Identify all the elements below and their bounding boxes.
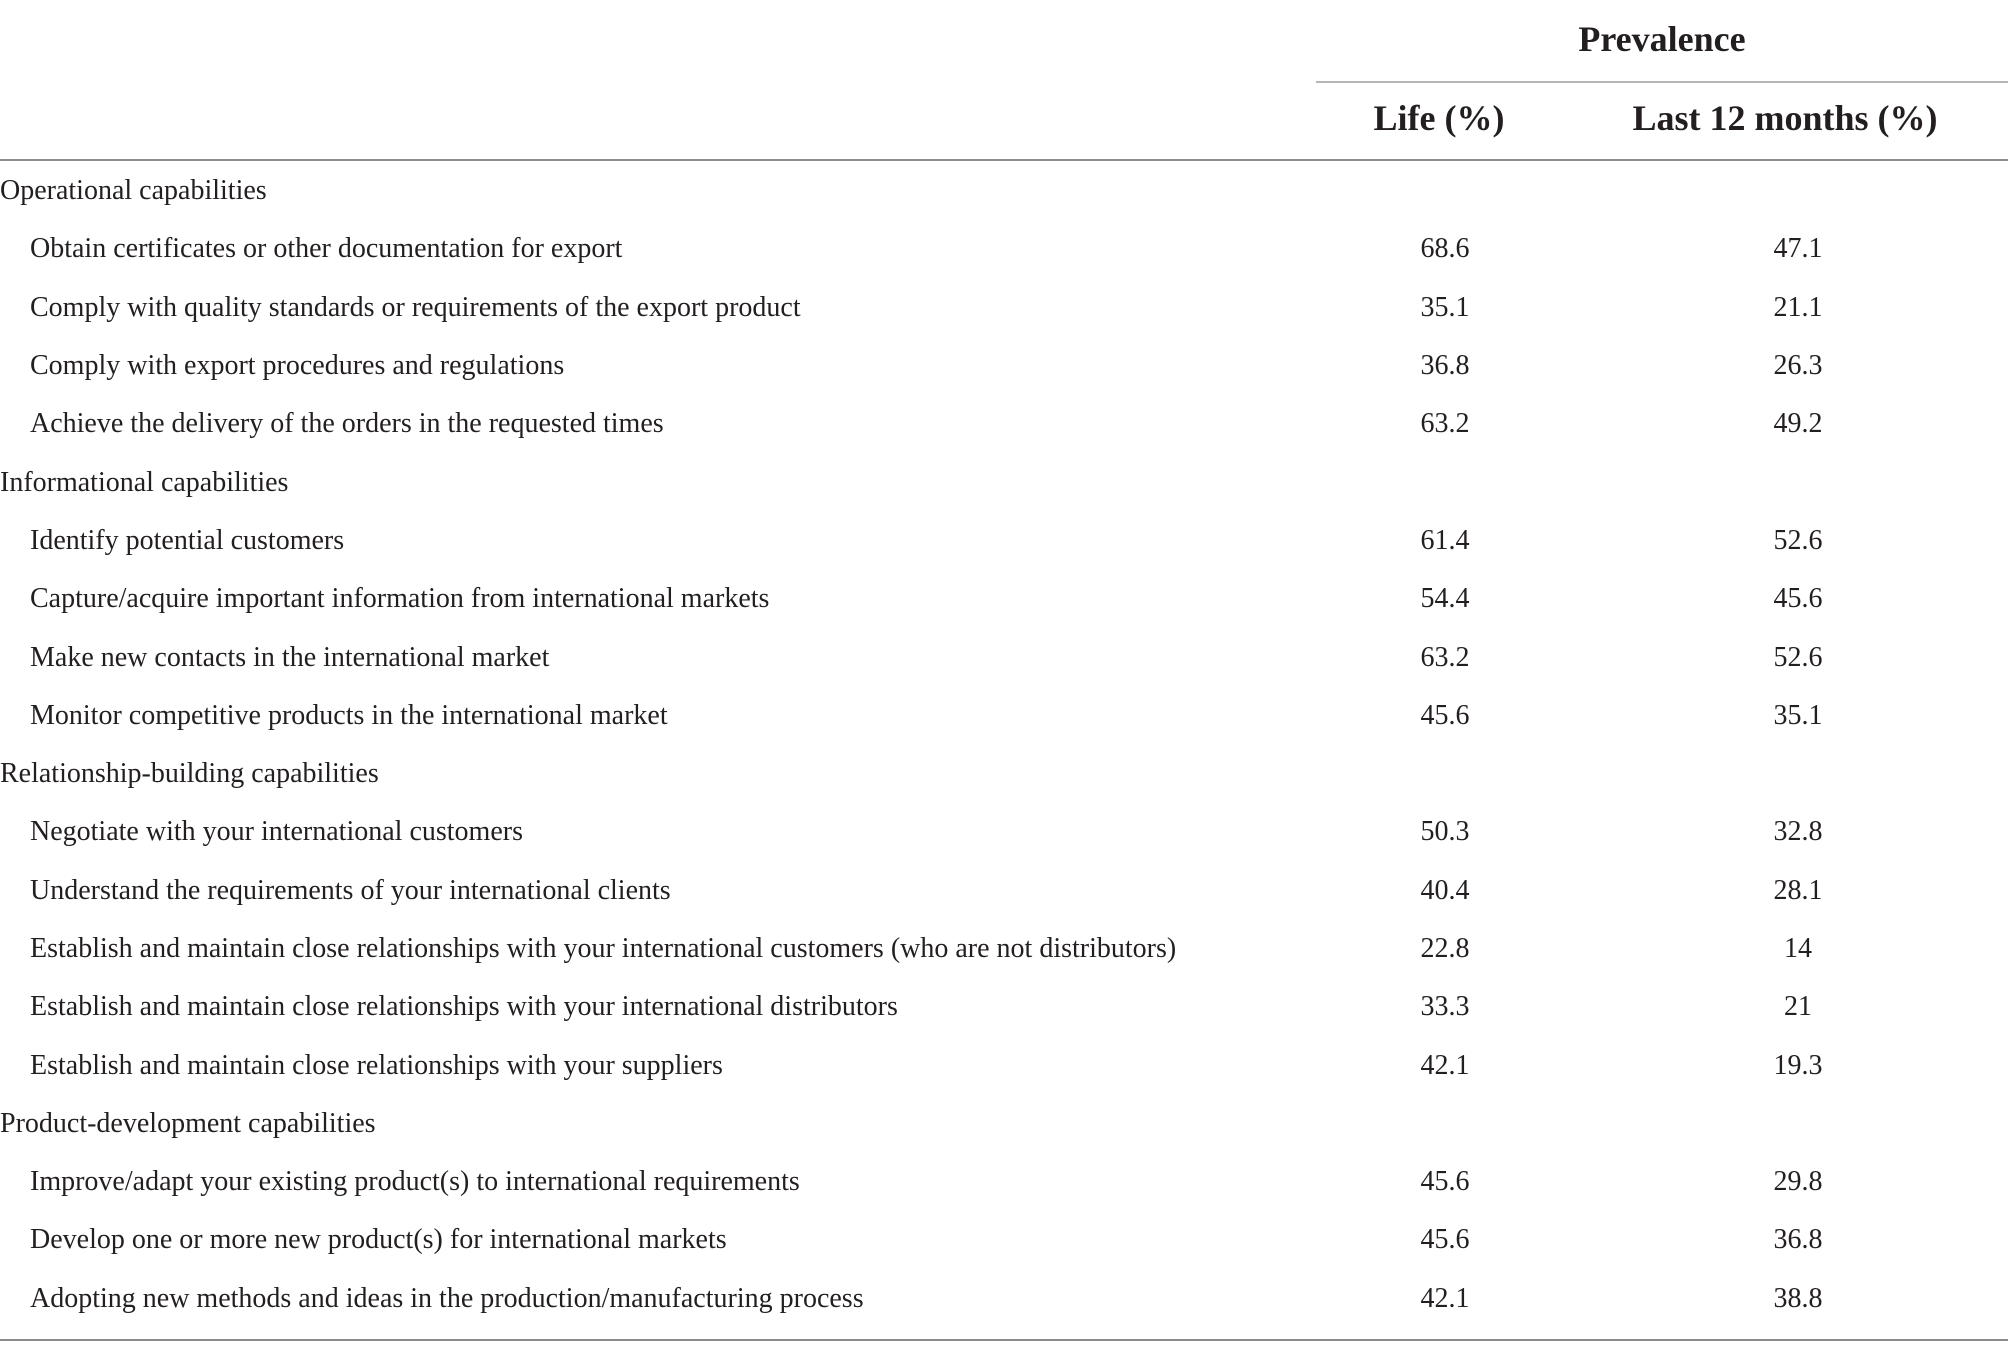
table-row (0, 570, 2008, 628)
row-label: Establish and maintain close relationships with your international distributors (30, 991, 898, 1023)
section-header-row (0, 745, 2008, 803)
life-value: 63.2 (1420, 641, 1470, 673)
row-label: Make new contacts in the international market (30, 641, 550, 673)
row-label: Establish and maintain close relationships with your suppliers (30, 1049, 723, 1081)
life-value: 45.6 (1420, 1224, 1470, 1256)
table-row (0, 862, 2008, 920)
row-label: Achieve the delivery of the orders in the requested times (30, 408, 664, 440)
table-row (0, 920, 2008, 978)
section-header-row (0, 162, 2008, 220)
table-row (0, 978, 2008, 1036)
table-row (0, 395, 2008, 453)
life-value: 22.8 (1420, 933, 1470, 964)
table-row (0, 687, 2008, 745)
row-label: Adopting new methods and ideas in the production/manufacturing process (30, 1282, 864, 1314)
table-row (0, 803, 2008, 861)
life-value: 63.2 (1420, 408, 1470, 440)
row-label: Improve/adapt your existing product(s) to international requirements (30, 1166, 800, 1198)
last-12-months-value: 36.8 (1773, 1224, 1823, 1256)
row-label: Understand the requirements of your international clients (30, 874, 671, 906)
last-12-months-value: 52.6 (1773, 641, 1823, 673)
last-12-months-value: 28.1 (1773, 874, 1823, 906)
table-row (0, 1153, 2008, 1211)
life-value: 68.6 (1420, 233, 1470, 265)
last-12-months-value: 21.1 (1773, 291, 1823, 323)
life-value: 54.4 (1420, 583, 1470, 615)
section-header-row (0, 453, 2008, 511)
table-row (0, 628, 2008, 686)
last-12-months-value: 49.2 (1773, 408, 1823, 440)
table-row (0, 279, 2008, 337)
row-label: Obtain certificates or other documentation for export (30, 233, 623, 265)
section-title: Product-development capabilities (0, 1107, 376, 1139)
table-row (0, 1211, 2008, 1269)
row-label: Capture/acquire important information from international markets (30, 583, 770, 615)
row-label: Develop one or more new product(s) for international markets (30, 1224, 727, 1256)
section-title: Relationship-building capabilities (0, 758, 379, 790)
last-12-months-value: 38.8 (1773, 1282, 1823, 1314)
column-header-life: Life (%) (1373, 98, 1505, 138)
table-row (0, 337, 2008, 395)
row-label: Monitor competitive products in the international market (30, 699, 668, 731)
last-12-months-value: 35.1 (1773, 699, 1823, 731)
last-12-months-value: 29.8 (1773, 1166, 1823, 1198)
table-row (0, 220, 2008, 278)
life-value: 35.1 (1420, 291, 1470, 323)
life-value: 61.4 (1420, 524, 1470, 556)
row-label: Identify potential customers (30, 524, 345, 556)
life-value: 40.4 (1420, 874, 1470, 906)
column-header-last-12-months: Last 12 months (%) (1632, 98, 1938, 138)
table-body (0, 162, 2008, 1328)
table-bottom-rule (0, 1339, 2008, 1341)
row-label: Comply with quality standards or requirements of the export product (30, 291, 801, 323)
last-12-months-value: 14 (1784, 933, 1812, 964)
section-title: Operational capabilities (0, 175, 267, 207)
life-value: 42.1 (1420, 1049, 1470, 1081)
life-value: 36.8 (1420, 350, 1470, 382)
life-value: 45.6 (1420, 699, 1470, 731)
last-12-months-value: 26.3 (1773, 350, 1823, 382)
life-value: 42.1 (1420, 1282, 1470, 1314)
life-value: 50.3 (1420, 816, 1470, 848)
last-12-months-value: 19.3 (1773, 1049, 1823, 1081)
section-header-row (0, 1095, 2008, 1153)
prevalence-group-header: Prevalence (1578, 19, 1746, 59)
row-label: Negotiate with your international customers (30, 816, 523, 848)
life-value: 45.6 (1420, 1166, 1470, 1198)
table-row (0, 1036, 2008, 1094)
last-12-months-value: 52.6 (1773, 524, 1823, 556)
last-12-months-value: 47.1 (1773, 233, 1823, 265)
table-row (0, 512, 2008, 570)
row-label: Establish and maintain close relationships with your international customers (who are not distributors) (30, 933, 1177, 964)
prevalence-header-rule (1316, 81, 2008, 83)
last-12-months-value: 45.6 (1773, 583, 1823, 615)
table-row (0, 1270, 2008, 1328)
row-label: Comply with export procedures and regulations (30, 350, 565, 382)
last-12-months-value: 32.8 (1773, 816, 1823, 848)
section-title: Informational capabilities (0, 466, 289, 498)
last-12-months-value: 21 (1784, 991, 1812, 1023)
life-value: 33.3 (1420, 991, 1470, 1023)
header-bottom-rule (0, 159, 2008, 161)
